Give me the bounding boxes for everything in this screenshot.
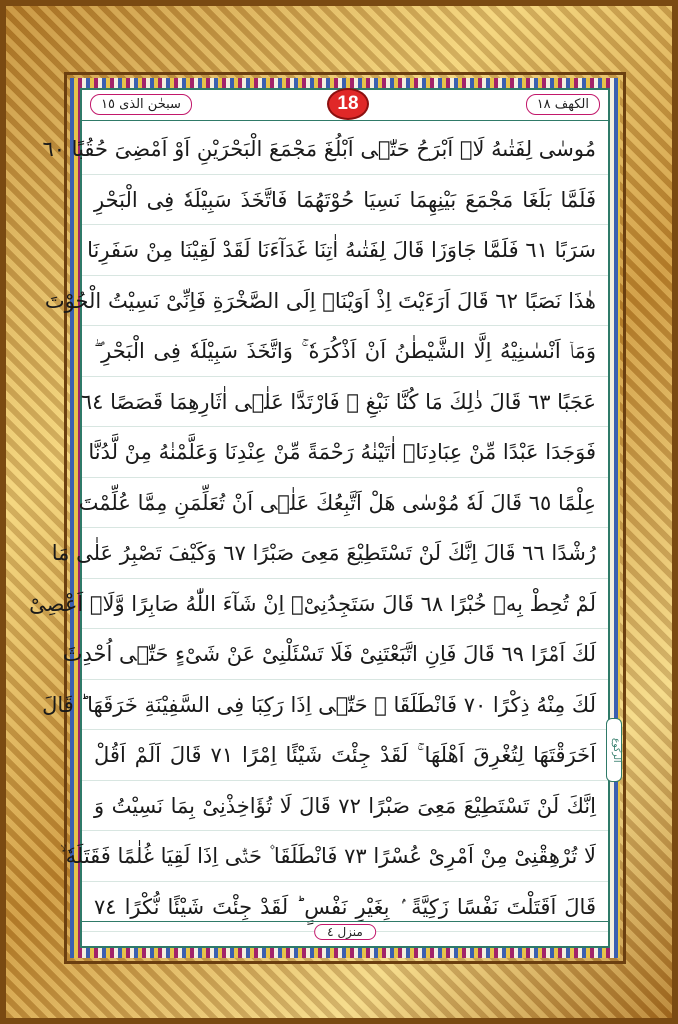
- verse-line: رُشْدًا ٦٦ قَالَ اِنَّكَ لَنْ تَسْتَطِيْعَ مَعِىَ صَبْرًا ٦٧ وَكَيْفَ تَصْبِرُ عَلٰى مَا: [82, 528, 608, 579]
- verse-lines: [29, 124, 608, 932]
- page-header: [82, 90, 608, 121]
- verse-line: لَكَ اَمْرًا ٦٩ قَالَ فَاِنِ اتَّبَعْتَنِىْ فَلَا تَسْئَلْنِىْ عَنْ شَىْءٍ حَتّٰۤى اُحْدِثَ: [82, 629, 608, 680]
- verse-line: فَلَمَّا بَلَغَا مَجْمَعَ بَيْنِهِمَا نَسِيَا حُوْتَهُمَا فَاتَّخَذَ سَبِيْلَهٗ فِى الْبَحْرِ: [82, 175, 608, 226]
- juz-name: سبحٰن الذی ١٥: [90, 94, 192, 115]
- verse-line: لَمْ تُحِطْ بِهٖ خُبْرًا ٦٨ قَالَ سَتَجِدُنِىْۤ اِنْ شَآءَ اللّٰهُ صَابِرًا وَّلَاۤ اَعْصِىْ: [82, 579, 608, 630]
- verse-line: عَجَبًا ٦٣ قَالَ ذٰلِكَ مَا كُنَّا نَبْغِ ۖ فَارْتَدَّا عَلٰۤى اٰثَارِهِمَا قَصَصًا ٦٤: [82, 377, 608, 428]
- surah-name: الکھف ١٨: [526, 94, 600, 115]
- quran-page: [29, 88, 621, 948]
- verse-line: هٰذَا نَصَبًا ٦٢ قَالَ اَرَءَيْتَ اِذْ اَوَيْنَاۤ اِلَى الصَّخْرَةِ فَاِنِّىْ نَسِيْتُ الْحُوْتَ: [82, 276, 608, 327]
- verse-line: عِلْمًا ٦٥ قَالَ لَهٗ مُوْسٰى هَلْ اَتَّبِعُكَ عَلٰۤى اَنْ تُعَلِّمَنِ مِمَّا عُلِّمْتَ: [82, 478, 608, 529]
- verse-line: سَرَبًا ٦١ فَلَمَّا جَاوَزَا قَالَ لِفَتٰىهُ اٰتِنَا غَدَآءَنَا لَقَدْ لَقِيْنَا مِنْ سَفَرِنَا: [82, 225, 608, 276]
- page-footer: [82, 921, 608, 946]
- manzil-label: منزل ٤: [314, 924, 376, 940]
- verse-line: اَخَرَقْتَهَا لِتُغْرِقَ اَهْلَهَا ۚ لَقَدْ جِئْتَ شَيْئًا اِمْرًا ٧١ قَالَ اَلَمْ اَقُلْ: [82, 730, 608, 781]
- verse-line: لَكَ مِنْهُ ذِكْرًا ٧٠ فَانْطَلَقَا ۫ حَتّٰۤى اِذَا رَكِبَا فِى السَّفِيْنَةِ خَرَقَهَا ؕ قَالَ: [82, 680, 608, 731]
- verse-line: اِنَّكَ لَنْ تَسْتَطِيْعَ مَعِىَ صَبْرًا ٧٢ قَالَ لَا تُؤَاخِذْنِىْ بِمَا نَسِيْتُ وَ: [82, 781, 608, 832]
- verse-line: مُوسٰى لِفَتٰىهُ لَاۤ اَبْرَحُ حَتّٰۤى اَبْلُغَ مَجْمَعَ الْبَحْرَيْنِ اَوْ اَمْضِىَ حُقُبًا ٦٠: [82, 124, 608, 175]
- verse-line: فَوَجَدَا عَبْدًا مِّنْ عِبَادِنَاۤ اٰتَيْنٰهُ رَحْمَةً مِّنْ عِنْدِنَا وَعَلَّمْنٰهُ مِنْ لَّدُنَّا: [82, 427, 608, 478]
- ruku-marker: الرکوع: [606, 718, 622, 782]
- page-number-badge: 18: [327, 88, 369, 120]
- verse-line: وَمَاۤ اَنْسٰىنِيْهُ اِلَّا الشَّيْطٰنُ اَنْ اَذْكُرَهٗ ۚ وَاتَّخَذَ سَبِيْلَهٗ فِى الْبَحْرِ ۖ: [82, 326, 608, 377]
- verse-line: قَالَ اَقَتَلْتَ نَفْسًا زَكِيَّةً ۢ بِغَيْرِ نَفْسٍ ؕ لَقَدْ جِئْتَ شَيْئًا نُّكْرًا ٧٤: [82, 882, 608, 933]
- verse-line: لَا تُرْهِقْنِىْ مِنْ اَمْرِىْ عُسْرًا ٧٣ فَانْطَلَقَا ۫ حَتّٰۤى اِذَا لَقِيَا غُلٰمًا فَقَتَلَهٗ ۙ: [82, 831, 608, 882]
